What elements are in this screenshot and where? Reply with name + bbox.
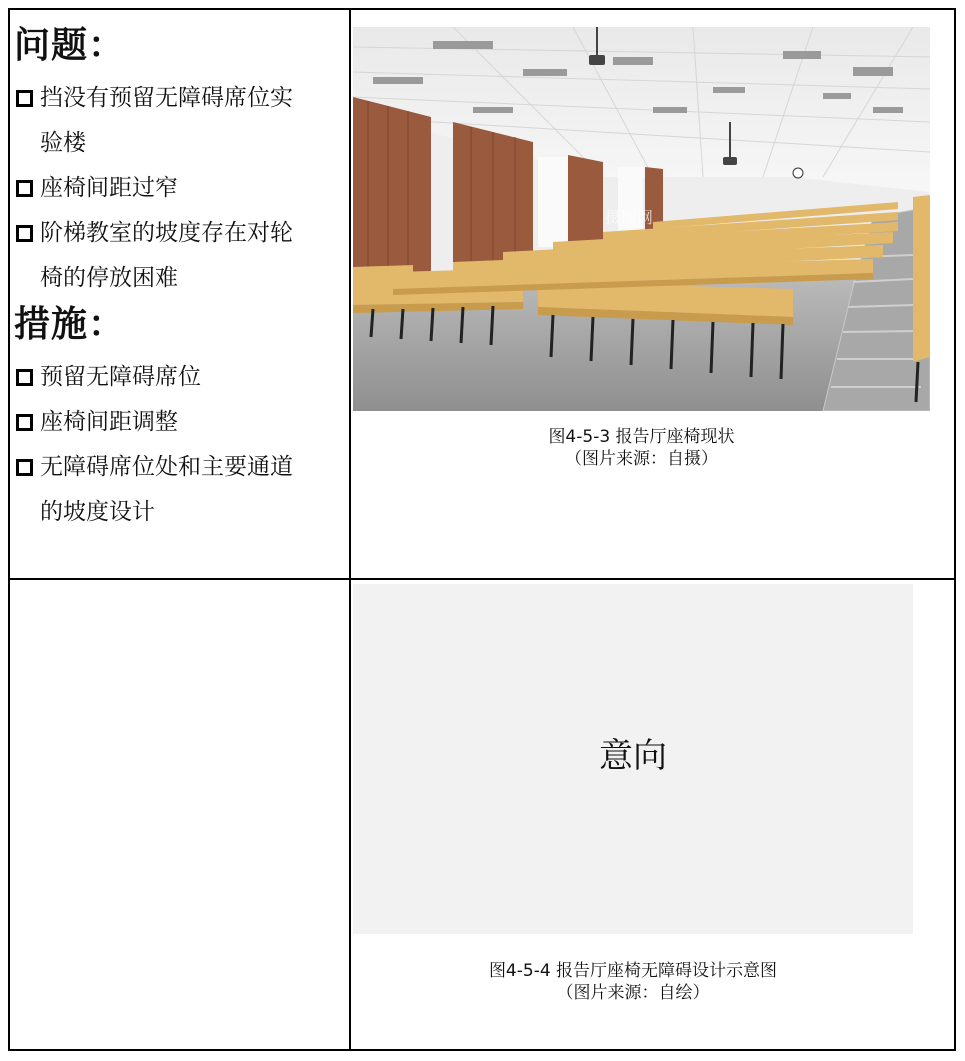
measure-line: 座椅间距调整 — [40, 409, 178, 435]
checkbox-icon — [16, 90, 33, 107]
figure2-caption-source: （图片来源：自绘） — [556, 983, 710, 1003]
table-row-divider — [10, 578, 954, 580]
clock-icon — [793, 168, 803, 178]
figure1-caption-source: （图片来源：自摄） — [565, 449, 718, 469]
problem-item — [12, 166, 332, 211]
placeholder-label: 意向 — [599, 736, 667, 776]
watermark-text: 摄图网 — [605, 208, 654, 227]
measure-item — [12, 355, 332, 400]
checkbox-icon — [16, 414, 33, 431]
measure-item — [12, 400, 332, 445]
window — [538, 157, 573, 247]
measure-line: 的坡度设计 — [40, 499, 155, 525]
design-placeholder — [353, 584, 913, 934]
table-column-divider — [349, 10, 351, 1049]
problem-line: 挡没有预留无障碍席位实 — [40, 85, 293, 111]
figure1-caption-title: 图4-5-3 报告厅座椅现状 — [548, 427, 735, 447]
checkbox-icon — [16, 369, 33, 386]
problem-line: 椅的停放困难 — [40, 265, 178, 291]
measure-line: 预留无障碍席位 — [40, 364, 201, 390]
problem-line: 座椅间距过窄 — [40, 175, 178, 201]
figure1-caption — [353, 426, 930, 470]
problem-line: 验楼 — [40, 130, 86, 156]
measure-line: 无障碍席位处和主要通道 — [40, 454, 293, 480]
problems-heading: 问题： — [14, 25, 126, 66]
problem-line: 阶梯教室的坡度存在对轮 — [40, 220, 293, 246]
lecture-hall-illustration — [353, 27, 930, 411]
measures-heading: 措施： — [14, 304, 126, 345]
problems-measures-cell — [12, 22, 332, 535]
figure2-caption-title: 图4-5-4 报告厅座椅无障碍设计示意图 — [488, 961, 778, 981]
figure2-caption — [353, 960, 913, 1004]
checkbox-icon — [16, 459, 33, 476]
checkbox-icon — [16, 225, 33, 242]
problem-item — [12, 76, 332, 166]
measure-item — [12, 445, 332, 535]
lecture-hall-photo — [353, 27, 930, 411]
checkbox-icon — [16, 180, 33, 197]
problem-item — [12, 211, 332, 301]
